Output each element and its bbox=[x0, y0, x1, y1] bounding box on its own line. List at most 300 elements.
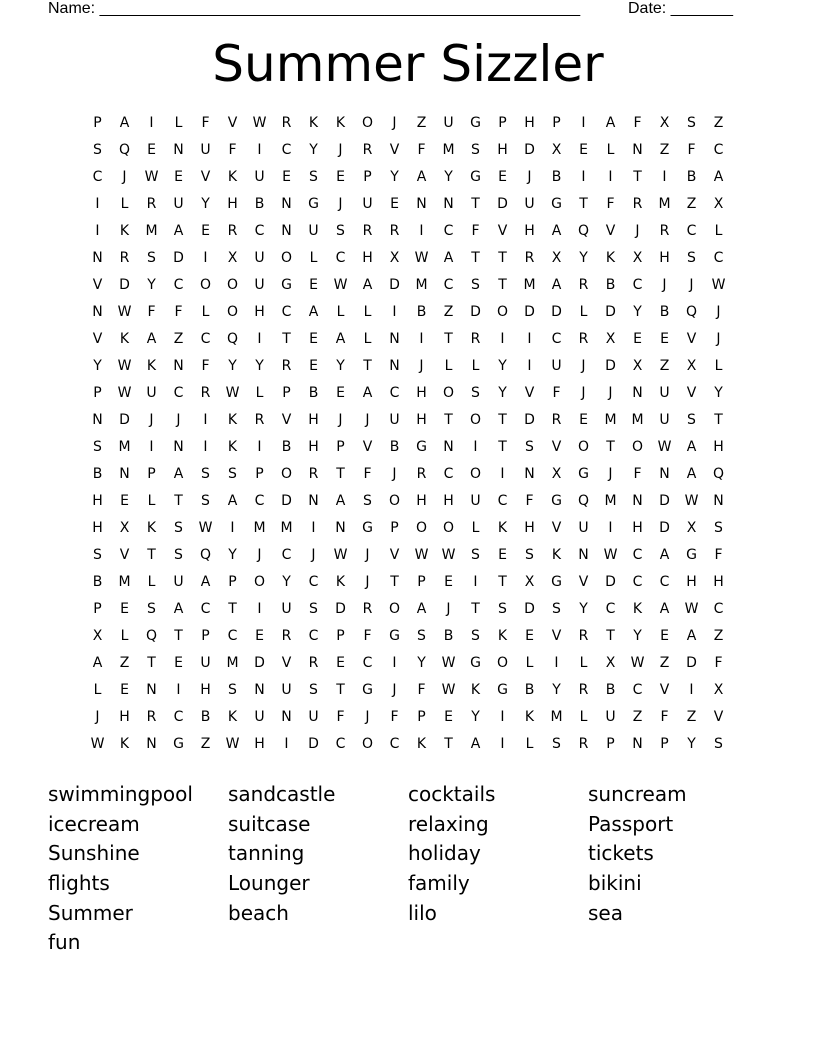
grid-row bbox=[84, 515, 744, 542]
grid-letter: W bbox=[684, 601, 699, 617]
grid-letter: E bbox=[309, 277, 318, 293]
grid-letter: B bbox=[92, 466, 103, 482]
grid-letter: Y bbox=[336, 358, 345, 374]
grid-letter: N bbox=[632, 493, 643, 509]
grid-letter: S bbox=[201, 493, 210, 509]
grid-letter: I bbox=[257, 439, 262, 455]
grid-letter: H bbox=[254, 736, 265, 752]
word-list-item: Sunshine bbox=[48, 841, 140, 866]
grid-letter: C bbox=[308, 628, 319, 644]
grid-letter: X bbox=[686, 520, 697, 536]
grid-letter: Z bbox=[659, 655, 670, 671]
grid-letter: U bbox=[254, 277, 265, 293]
grid-letter: H bbox=[524, 115, 535, 131]
grid-letter: N bbox=[578, 547, 589, 563]
grid-letter: J bbox=[365, 547, 370, 563]
grid-letter: W bbox=[441, 682, 456, 698]
grid-letter: R bbox=[362, 142, 373, 158]
grid-letter: S bbox=[93, 547, 102, 563]
grid-letter: I bbox=[662, 169, 667, 185]
grid-letter: E bbox=[390, 196, 399, 212]
grid-letter: I bbox=[527, 331, 532, 347]
grid-letter: T bbox=[390, 574, 399, 590]
grid-letter: A bbox=[443, 250, 454, 266]
grid-letter: Y bbox=[444, 169, 453, 185]
grid-letter: E bbox=[309, 331, 318, 347]
grid-letter: I bbox=[257, 142, 262, 158]
grid-letter: H bbox=[686, 574, 697, 590]
grid-letter: S bbox=[147, 601, 156, 617]
grid-letter: W bbox=[333, 547, 348, 563]
grid-letter: A bbox=[362, 385, 373, 401]
grid-letter: L bbox=[579, 655, 588, 671]
grid-letter: X bbox=[551, 142, 562, 158]
grid-letter: R bbox=[200, 385, 211, 401]
grid-letter: A bbox=[713, 169, 724, 185]
grid-letter: Y bbox=[579, 601, 588, 617]
grid-letter: H bbox=[416, 385, 427, 401]
grid-letter: P bbox=[93, 115, 102, 131]
grid-letter: Z bbox=[416, 115, 427, 131]
grid-letter: H bbox=[713, 574, 724, 590]
grid-letter: J bbox=[608, 466, 613, 482]
grid-letter: I bbox=[149, 439, 154, 455]
grid-letter: Y bbox=[309, 142, 318, 158]
grid-letter: T bbox=[498, 250, 507, 266]
grid-row bbox=[84, 569, 744, 596]
grid-letter: A bbox=[551, 223, 562, 239]
grid-letter: B bbox=[92, 574, 103, 590]
grid-letter: T bbox=[498, 412, 507, 428]
grid-letter: W bbox=[252, 115, 267, 131]
grid-letter: A bbox=[686, 466, 697, 482]
grid-letter: S bbox=[471, 547, 480, 563]
grid-letter: T bbox=[498, 574, 507, 590]
grid-letter: I bbox=[500, 709, 505, 725]
grid-letter: P bbox=[336, 439, 345, 455]
grid-letter: V bbox=[605, 223, 616, 239]
grid-letter: T bbox=[471, 601, 480, 617]
grid-letter: A bbox=[470, 736, 481, 752]
grid-letter: X bbox=[605, 655, 616, 671]
grid-letter: G bbox=[308, 196, 319, 212]
grid-letter: A bbox=[362, 277, 373, 293]
grid-letter: B bbox=[524, 682, 535, 698]
grid-letter: G bbox=[551, 493, 562, 509]
grid-letter: S bbox=[417, 628, 426, 644]
grid-letter: U bbox=[308, 709, 319, 725]
grid-letter: U bbox=[146, 385, 157, 401]
grid-letter: N bbox=[281, 196, 292, 212]
grid-letter: N bbox=[173, 142, 184, 158]
grid-letter: C bbox=[308, 574, 319, 590]
grid-letter: W bbox=[90, 736, 105, 752]
grid-letter: J bbox=[149, 412, 154, 428]
grid-letter: H bbox=[227, 196, 238, 212]
word-list bbox=[48, 780, 768, 958]
grid-letter: H bbox=[92, 493, 103, 509]
word-list-item: Summer bbox=[48, 900, 133, 925]
word-list-item: suitcase bbox=[228, 811, 311, 836]
grid-letter: J bbox=[95, 709, 100, 725]
grid-letter: S bbox=[714, 736, 723, 752]
grid-letter: G bbox=[173, 736, 184, 752]
grid-letter: J bbox=[635, 223, 640, 239]
grid-letter: E bbox=[120, 682, 129, 698]
grid-letter: R bbox=[524, 250, 535, 266]
grid-letter: L bbox=[147, 493, 156, 509]
grid-letter: K bbox=[497, 520, 508, 536]
grid-letter: L bbox=[336, 304, 345, 320]
grid-letter: O bbox=[442, 520, 455, 536]
grid-letter: W bbox=[117, 358, 132, 374]
grid-letter: A bbox=[416, 601, 427, 617]
grid-letter: D bbox=[659, 493, 670, 509]
grid-letter: M bbox=[604, 493, 617, 509]
grid-row bbox=[84, 488, 744, 515]
grid-letter: D bbox=[524, 601, 535, 617]
grid-letter: X bbox=[524, 574, 535, 590]
grid-letter: Z bbox=[119, 655, 130, 671]
grid-letter: C bbox=[443, 466, 454, 482]
grid-letter: O bbox=[253, 574, 266, 590]
grid-letter: R bbox=[281, 358, 292, 374]
grid-letter: C bbox=[389, 736, 400, 752]
grid-letter: U bbox=[173, 574, 184, 590]
word-list-item: sea bbox=[588, 900, 623, 925]
grid-letter: C bbox=[362, 655, 373, 671]
grid-letter: T bbox=[147, 655, 156, 671]
grid-letter: C bbox=[200, 601, 211, 617]
grid-letter: D bbox=[524, 304, 535, 320]
grid-letter: H bbox=[416, 412, 427, 428]
grid-letter: I bbox=[392, 304, 397, 320]
grid-letter: W bbox=[117, 304, 132, 320]
grid-letter: C bbox=[335, 736, 346, 752]
grid-letter: U bbox=[254, 709, 265, 725]
grid-letter: F bbox=[471, 223, 480, 239]
grid-letter: K bbox=[227, 412, 238, 428]
grid-letter: D bbox=[119, 412, 130, 428]
grid-letter: D bbox=[308, 736, 319, 752]
grid-letter: X bbox=[605, 331, 616, 347]
grid-letter: M bbox=[442, 142, 455, 158]
grid-letter: Z bbox=[443, 304, 454, 320]
grid-letter: O bbox=[280, 250, 293, 266]
grid-letter: L bbox=[93, 682, 102, 698]
grid-letter: C bbox=[281, 304, 292, 320]
grid-letter: N bbox=[659, 466, 670, 482]
grid-letter: P bbox=[147, 466, 156, 482]
grid-letter: J bbox=[338, 142, 343, 158]
grid-letter: O bbox=[388, 493, 401, 509]
grid-letter: V bbox=[686, 385, 697, 401]
grid-letter: L bbox=[255, 385, 264, 401]
word-list-item: family bbox=[408, 871, 470, 896]
grid-letter: I bbox=[95, 223, 100, 239]
grid-letter: A bbox=[686, 628, 697, 644]
grid-letter: X bbox=[659, 115, 670, 131]
grid-letter: C bbox=[632, 277, 643, 293]
grid-letter: F bbox=[606, 196, 615, 212]
grid-letter: Z bbox=[713, 115, 724, 131]
grid-letter: H bbox=[308, 412, 319, 428]
grid-letter: O bbox=[361, 736, 374, 752]
grid-letter: C bbox=[200, 331, 211, 347]
grid-letter: F bbox=[363, 466, 372, 482]
grid-letter: V bbox=[119, 547, 130, 563]
grid-letter: S bbox=[93, 439, 102, 455]
grid-letter: S bbox=[363, 493, 372, 509]
grid-letter: F bbox=[633, 115, 642, 131]
grid-letter: S bbox=[552, 736, 561, 752]
grid-letter: G bbox=[578, 466, 589, 482]
grid-letter: P bbox=[336, 628, 345, 644]
grid-letter: V bbox=[524, 385, 535, 401]
grid-letter: V bbox=[713, 709, 724, 725]
word-list-item: sandcastle bbox=[228, 782, 336, 806]
grid-letter: E bbox=[579, 142, 588, 158]
grid-letter: I bbox=[176, 682, 181, 698]
grid-letter: R bbox=[362, 223, 373, 239]
grid-letter: O bbox=[226, 304, 239, 320]
grid-letter: L bbox=[579, 304, 588, 320]
date-field[interactable]: Date: _______ bbox=[628, 0, 733, 17]
grid-letter: S bbox=[687, 412, 696, 428]
grid-letter: I bbox=[527, 358, 532, 374]
grid-letter: R bbox=[578, 277, 589, 293]
grid-letter: I bbox=[95, 196, 100, 212]
grid-letter: T bbox=[633, 169, 642, 185]
word-list-item: relaxing bbox=[408, 811, 489, 836]
grid-letter: A bbox=[173, 223, 184, 239]
grid-letter: R bbox=[578, 628, 589, 644]
grid-letter: L bbox=[147, 574, 156, 590]
name-field[interactable]: Name: ______________________________________________________ bbox=[48, 0, 581, 17]
grid-letter: N bbox=[281, 223, 292, 239]
grid-letter: B bbox=[605, 682, 616, 698]
grid-letter: L bbox=[714, 358, 723, 374]
grid-letter: C bbox=[389, 385, 400, 401]
grid-letter: M bbox=[415, 277, 428, 293]
grid-letter: K bbox=[227, 169, 238, 185]
grid-letter: Q bbox=[685, 304, 698, 320]
grid-letter: N bbox=[632, 385, 643, 401]
grid-letter: U bbox=[308, 223, 319, 239]
grid-letter: S bbox=[228, 682, 237, 698]
grid-letter: W bbox=[441, 547, 456, 563]
grid-letter: A bbox=[173, 466, 184, 482]
grid-letter: M bbox=[523, 277, 536, 293]
grid-letter: N bbox=[173, 358, 184, 374]
grid-letter: L bbox=[579, 709, 588, 725]
grid-letter: C bbox=[443, 223, 454, 239]
grid-letter: Q bbox=[199, 547, 212, 563]
grid-row bbox=[84, 650, 744, 677]
grid-letter: B bbox=[254, 196, 265, 212]
grid-letter: O bbox=[415, 520, 428, 536]
grid-letter: C bbox=[173, 277, 184, 293]
grid-letter: S bbox=[147, 250, 156, 266]
grid-letter: H bbox=[632, 520, 643, 536]
grid-letter: O bbox=[496, 304, 509, 320]
word-list-item: bikini bbox=[588, 871, 642, 896]
grid-letter: D bbox=[551, 304, 562, 320]
grid-letter: I bbox=[500, 331, 505, 347]
grid-letter: L bbox=[120, 196, 129, 212]
grid-row bbox=[84, 326, 744, 353]
grid-letter: I bbox=[257, 601, 262, 617]
grid-letter: W bbox=[711, 277, 726, 293]
grid-letter: A bbox=[308, 304, 319, 320]
grid-row bbox=[84, 191, 744, 218]
grid-letter: D bbox=[389, 277, 400, 293]
grid-letter: Y bbox=[417, 655, 426, 671]
grid-letter: C bbox=[632, 682, 643, 698]
grid-letter: L bbox=[471, 358, 480, 374]
grid-letter: Q bbox=[712, 466, 725, 482]
grid-letter: M bbox=[118, 439, 131, 455]
grid-letter: Y bbox=[255, 358, 264, 374]
grid-letter: U bbox=[443, 115, 454, 131]
grid-letter: X bbox=[227, 250, 238, 266]
grid-letter: E bbox=[579, 412, 588, 428]
grid-letter: C bbox=[605, 601, 616, 617]
grid-letter: E bbox=[147, 142, 156, 158]
grid-letter: K bbox=[227, 709, 238, 725]
grid-letter: T bbox=[606, 439, 615, 455]
grid-letter: C bbox=[632, 574, 643, 590]
grid-letter: R bbox=[416, 466, 427, 482]
grid-letter: N bbox=[443, 196, 454, 212]
grid-letter: Y bbox=[390, 169, 399, 185]
grid-letter: L bbox=[201, 304, 210, 320]
word-list-item: Lounger bbox=[228, 871, 310, 896]
grid-letter: W bbox=[117, 385, 132, 401]
word-list-item: cocktails bbox=[408, 782, 496, 806]
grid-letter: O bbox=[361, 115, 374, 131]
grid-letter: S bbox=[309, 682, 318, 698]
grid-letter: H bbox=[497, 142, 508, 158]
grid-letter: I bbox=[311, 520, 316, 536]
grid-letter: D bbox=[497, 196, 508, 212]
word-list-item: holiday bbox=[408, 841, 481, 866]
grid-letter: H bbox=[92, 520, 103, 536]
grid-letter: T bbox=[363, 358, 372, 374]
grid-letter: C bbox=[335, 250, 346, 266]
grid-letter: V bbox=[281, 655, 292, 671]
grid-row bbox=[84, 353, 744, 380]
grid-letter: J bbox=[338, 412, 343, 428]
grid-letter: D bbox=[605, 304, 616, 320]
grid-letter: I bbox=[554, 655, 559, 671]
grid-letter: G bbox=[281, 277, 292, 293]
grid-letter: R bbox=[281, 628, 292, 644]
grid-letter: V bbox=[200, 169, 211, 185]
grid-letter: F bbox=[687, 142, 696, 158]
grid-letter: L bbox=[714, 223, 723, 239]
grid-letter: R bbox=[254, 412, 265, 428]
grid-letter: A bbox=[146, 331, 157, 347]
grid-letter: R bbox=[632, 196, 643, 212]
grid-letter: Q bbox=[577, 223, 590, 239]
grid-letter: B bbox=[200, 709, 211, 725]
grid-letter: Q bbox=[145, 628, 158, 644]
grid-letter: U bbox=[659, 412, 670, 428]
grid-letter: J bbox=[365, 412, 370, 428]
grid-letter: E bbox=[633, 331, 642, 347]
grid-letter: L bbox=[174, 115, 183, 131]
header-line bbox=[48, 0, 748, 20]
grid-letter: V bbox=[227, 115, 238, 131]
word-list-item: fun bbox=[48, 930, 81, 955]
grid-letter: Q bbox=[226, 331, 239, 347]
word-list-item: Passport bbox=[588, 811, 674, 836]
grid-letter: S bbox=[471, 628, 480, 644]
grid-letter: O bbox=[226, 277, 239, 293]
grid-letter: T bbox=[228, 601, 237, 617]
grid-letter: N bbox=[254, 682, 265, 698]
grid-letter: Q bbox=[577, 493, 590, 509]
grid-letter: C bbox=[443, 277, 454, 293]
grid-letter: B bbox=[281, 439, 292, 455]
grid-row bbox=[84, 299, 744, 326]
grid-letter: E bbox=[174, 169, 183, 185]
grid-row bbox=[84, 704, 744, 731]
grid-letter: X bbox=[92, 628, 103, 644]
grid-letter: V bbox=[659, 682, 670, 698]
grid-letter: G bbox=[470, 115, 481, 131]
grid-letter: X bbox=[389, 250, 400, 266]
grid-letter: K bbox=[146, 358, 157, 374]
grid-letter: E bbox=[336, 385, 345, 401]
grid-letter: A bbox=[200, 574, 211, 590]
grid-letter: K bbox=[308, 115, 319, 131]
grid-letter: J bbox=[716, 331, 721, 347]
grid-row bbox=[84, 596, 744, 623]
grid-letter: K bbox=[497, 628, 508, 644]
grid-letter: Y bbox=[552, 682, 561, 698]
grid-letter: C bbox=[227, 628, 238, 644]
grid-letter: Q bbox=[118, 142, 131, 158]
grid-letter: S bbox=[687, 115, 696, 131]
grid-letter: R bbox=[362, 601, 373, 617]
grid-letter: I bbox=[230, 520, 235, 536]
grid-letter: V bbox=[362, 439, 373, 455]
grid-letter: H bbox=[362, 250, 373, 266]
grid-letter: L bbox=[363, 331, 372, 347]
grid-letter: D bbox=[524, 412, 535, 428]
grid-letter: A bbox=[416, 169, 427, 185]
grid-letter: J bbox=[122, 169, 127, 185]
grid-letter: U bbox=[281, 682, 292, 698]
grid-letter: I bbox=[419, 223, 424, 239]
grid-letter: N bbox=[632, 142, 643, 158]
grid-letter: S bbox=[687, 250, 696, 266]
grid-letter: U bbox=[659, 385, 670, 401]
grid-letter: V bbox=[686, 331, 697, 347]
grid-letter: J bbox=[365, 709, 370, 725]
grid-letter: V bbox=[551, 520, 562, 536]
grid-letter: M bbox=[280, 520, 293, 536]
grid-letter: Y bbox=[687, 736, 696, 752]
grid-letter: B bbox=[389, 439, 400, 455]
grid-letter: W bbox=[414, 547, 429, 563]
grid-letter: Y bbox=[471, 709, 480, 725]
grid-letter: T bbox=[444, 331, 453, 347]
grid-letter: A bbox=[686, 439, 697, 455]
grid-letter: E bbox=[660, 331, 669, 347]
